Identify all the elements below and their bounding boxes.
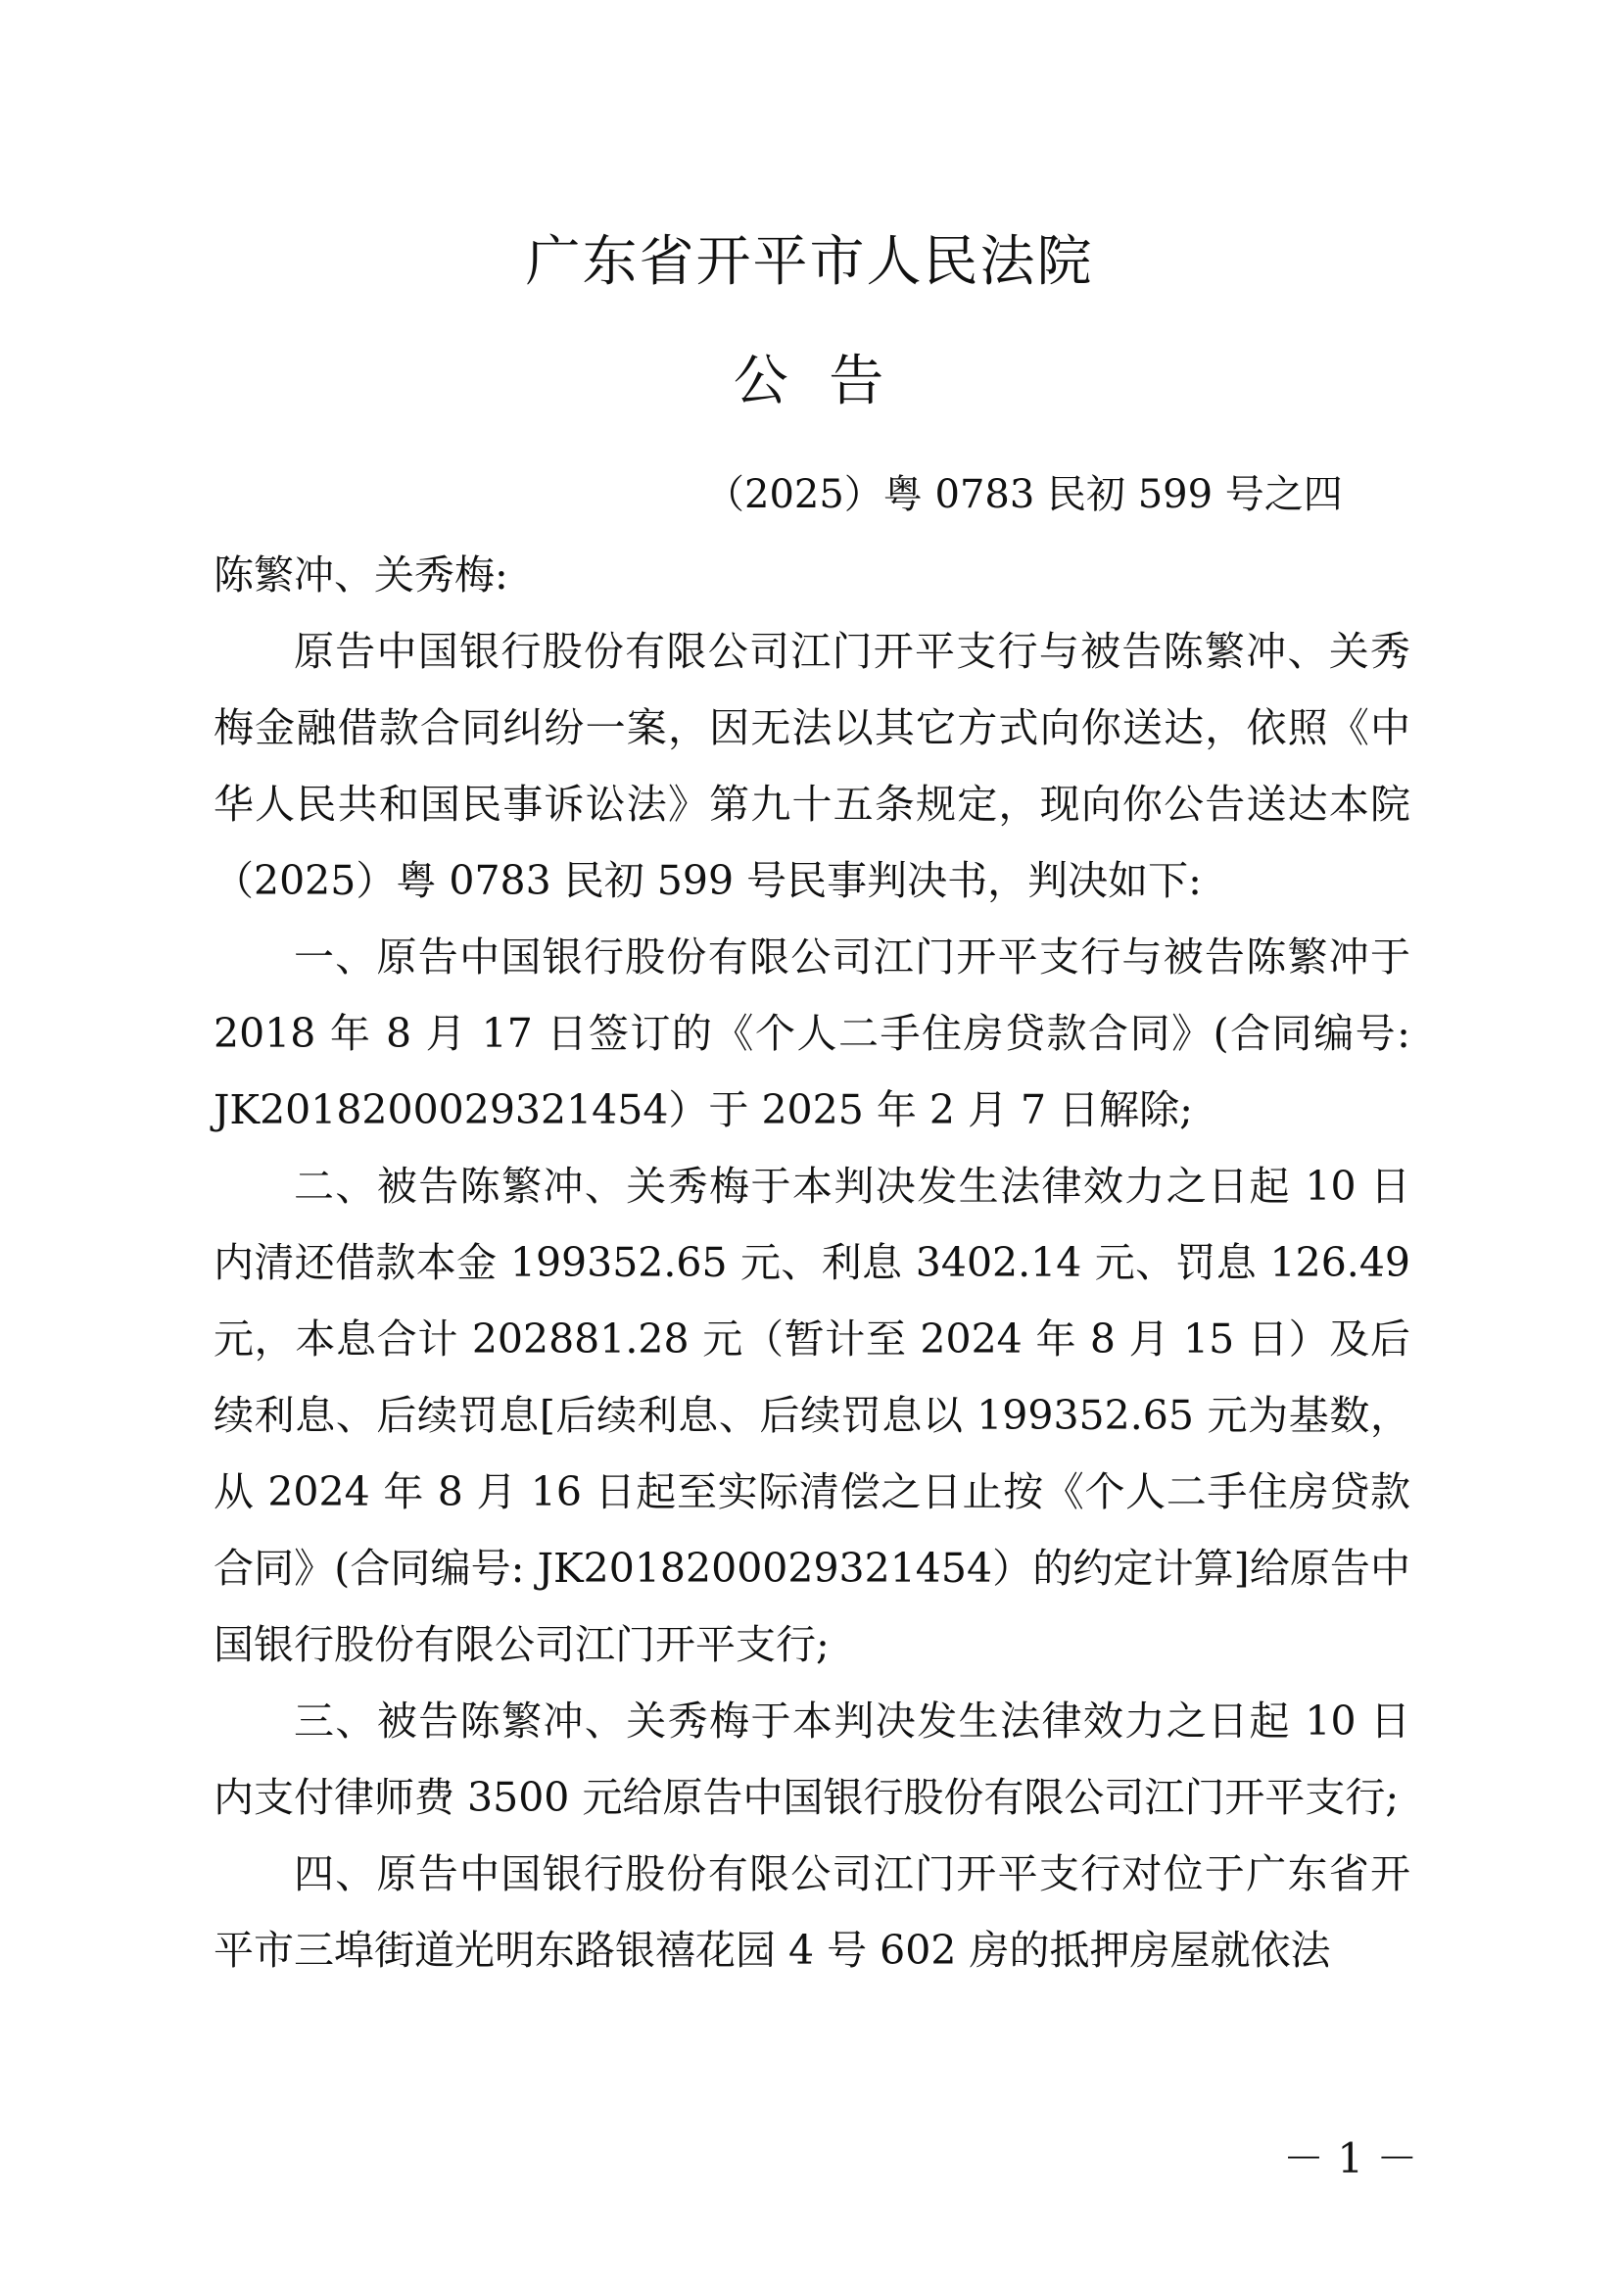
paragraph-intro: 原告中国银行股份有限公司江门开平支行与被告陈繁冲、关秀梅金融借款合同纠纷一案，因无法以其它方式向你送达，依照《中华人民共和国民事诉讼法》第九十五条规定，现向你公告送达本院（2025）粤 0783 民初 599 号民事判决书，判决如下: bbox=[214, 628, 1410, 904]
notice-title: 公 告 bbox=[733, 350, 886, 413]
paragraph-judgment-1: 一、原告中国银行股份有限公司江门开平支行与被告陈繁冲于 2018 年 8 月 17 日签订的《个人二手住房贷款合同》(合同编号: JK2018200029321454）于 2025 年 2 月 7 日解除; bbox=[214, 933, 1410, 1133]
paragraph-judgment-4: 四、原告中国银行股份有限公司江门开平支行对位于广东省开平市三埠街道光明东路银禧花园 4 号 602 房的抵押房屋就依法 bbox=[214, 1850, 1410, 1974]
paragraph-judgment-3: 三、被告陈繁冲、关秀梅于本判决发生法律效力之日起 10 日内支付律师费 3500 元给原告中国银行股份有限公司江门开平支行; bbox=[214, 1698, 1410, 1821]
page-number: － 1 － bbox=[1283, 2134, 1418, 2182]
notice-body bbox=[214, 537, 1410, 1988]
case-number: （2025）粤 0783 民初 599 号之四 bbox=[705, 472, 1343, 517]
paragraph-judgment-2: 二、被告陈繁冲、关秀梅于本判决发生法律效力之日起 10 日内清还借款本金 199352.65 元、利息 3402.14 元、罚息 126.49 元，本息合计 202881.28 元（暂计至 2024 年 8 月 15 日）及后续利息、后续罚息[后续利息、后续罚息以 199352.65 元为基数，从 2024 年 8 月 16 日起至实际清偿之日止按《个人二手住房贷款合同》(合同编号: JK2018200029321454）的约定计算]给原告中国银行股份有限公司江门开平支行; bbox=[214, 1163, 1410, 1668]
addressee: 陈繁冲、关秀梅: bbox=[214, 551, 508, 598]
court-name-heading: 广东省开平市人民法院 bbox=[525, 230, 1094, 294]
